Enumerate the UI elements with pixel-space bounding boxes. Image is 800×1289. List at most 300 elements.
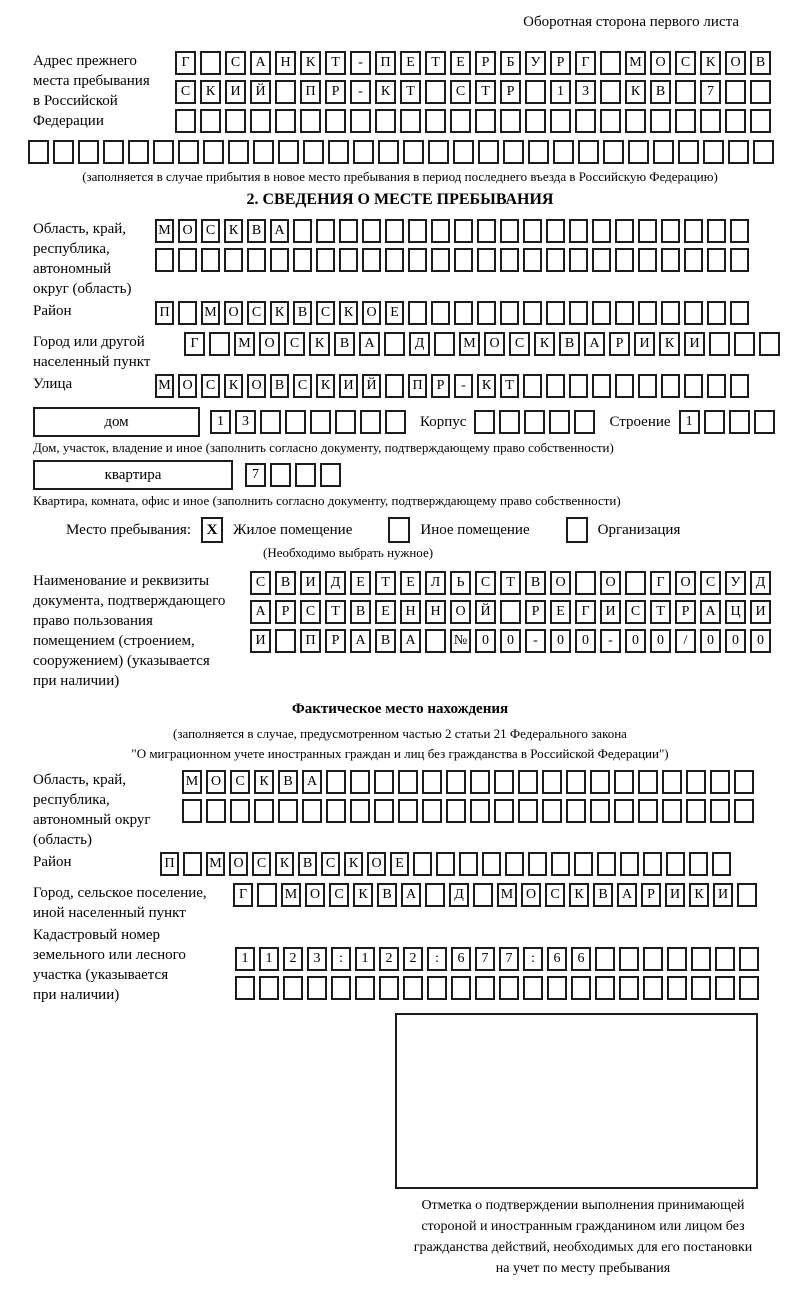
char-cell bbox=[385, 219, 404, 243]
char-cell bbox=[228, 140, 249, 164]
char-cell bbox=[684, 219, 703, 243]
label-line: (область) bbox=[33, 832, 92, 848]
char-cell: К bbox=[254, 770, 274, 794]
char-cell bbox=[619, 947, 639, 971]
label-line: Область, край, bbox=[33, 772, 127, 788]
char-cell bbox=[302, 799, 322, 823]
char-cell bbox=[459, 852, 478, 876]
char-cell: В bbox=[275, 571, 296, 595]
char-cell: 6 bbox=[547, 947, 567, 971]
char-cell bbox=[571, 976, 591, 1000]
char-cell bbox=[575, 571, 596, 595]
option-label-organization: Организация bbox=[597, 521, 681, 538]
char-cell bbox=[446, 770, 466, 794]
char-cell: М bbox=[497, 883, 517, 907]
char-cell: П bbox=[408, 374, 427, 398]
char-cell bbox=[542, 770, 562, 794]
char-cell: В bbox=[650, 80, 671, 104]
label-line: сооружением) (указывается bbox=[33, 653, 210, 669]
char-cell bbox=[425, 109, 446, 133]
char-cell bbox=[553, 140, 574, 164]
actual-location-note-1: (заполняется в случае, предусмотренном частью 2 статьи 21 Федерального закона bbox=[173, 726, 627, 741]
char-cell: Ц bbox=[725, 600, 746, 624]
char-cell bbox=[355, 976, 375, 1000]
char-cell bbox=[247, 248, 266, 272]
char-cell: 1 bbox=[355, 947, 375, 971]
char-cell bbox=[53, 140, 74, 164]
char-cell bbox=[592, 219, 611, 243]
checkbox-other-premises bbox=[388, 517, 410, 543]
char-cell: А bbox=[584, 332, 605, 356]
char-cell: К bbox=[689, 883, 709, 907]
char-cell: О bbox=[450, 600, 471, 624]
char-cell: Е bbox=[385, 301, 404, 325]
char-cell: Д bbox=[325, 571, 346, 595]
char-cell bbox=[224, 248, 243, 272]
char-cell bbox=[615, 219, 634, 243]
char-cell bbox=[734, 332, 755, 356]
char-cell bbox=[378, 140, 399, 164]
char-cell bbox=[754, 410, 775, 434]
char-cell bbox=[600, 80, 621, 104]
char-cell bbox=[603, 140, 624, 164]
char-cell bbox=[500, 109, 521, 133]
label-line: Адрес прежнего bbox=[33, 53, 137, 69]
char-cell bbox=[551, 852, 570, 876]
label-line: республика, bbox=[33, 792, 110, 808]
apartment-name-box: квартира bbox=[33, 460, 233, 490]
char-cell bbox=[707, 301, 726, 325]
char-cell: Т bbox=[500, 571, 521, 595]
char-cell: 0 bbox=[700, 629, 721, 653]
char-cell bbox=[574, 852, 593, 876]
char-cell bbox=[523, 301, 542, 325]
char-cell bbox=[446, 799, 466, 823]
char-cell: Р bbox=[609, 332, 630, 356]
char-cell bbox=[730, 248, 749, 272]
char-cell: В bbox=[293, 301, 312, 325]
char-cell bbox=[431, 219, 450, 243]
apartment-note: Квартира, комната, офис и иное (заполнить согласно документу, подтверждающему право собственности) bbox=[33, 493, 621, 508]
char-cell bbox=[436, 852, 455, 876]
char-cell: П bbox=[375, 51, 396, 75]
label-line: право пользования bbox=[33, 613, 153, 629]
char-cell: Т bbox=[500, 374, 519, 398]
char-cell bbox=[638, 374, 657, 398]
char-cell bbox=[206, 799, 226, 823]
char-cell bbox=[574, 410, 595, 434]
char-cell: М bbox=[281, 883, 301, 907]
char-cell: Й bbox=[362, 374, 381, 398]
char-cell bbox=[546, 248, 565, 272]
char-cell: Д bbox=[409, 332, 430, 356]
char-cell: А bbox=[270, 219, 289, 243]
char-cell: О bbox=[305, 883, 325, 907]
char-cell: И bbox=[225, 80, 246, 104]
char-cell: Е bbox=[400, 51, 421, 75]
char-cell: С bbox=[201, 219, 220, 243]
char-cell: В bbox=[593, 883, 613, 907]
char-cell: В bbox=[247, 219, 266, 243]
char-cell: К bbox=[659, 332, 680, 356]
char-cell bbox=[425, 80, 446, 104]
char-cell bbox=[328, 140, 349, 164]
label-line: места пребывания bbox=[33, 73, 150, 89]
char-cell: К bbox=[224, 219, 243, 243]
char-cell: С bbox=[230, 770, 250, 794]
char-cell bbox=[734, 799, 754, 823]
char-cell bbox=[454, 219, 473, 243]
korpus-label: Корпус bbox=[420, 413, 467, 430]
char-cell bbox=[253, 140, 274, 164]
char-cell: М bbox=[201, 301, 220, 325]
char-cell bbox=[638, 301, 657, 325]
char-cell bbox=[408, 301, 427, 325]
char-cell bbox=[753, 140, 774, 164]
char-cell: : bbox=[331, 947, 351, 971]
char-cell bbox=[590, 799, 610, 823]
char-cell bbox=[614, 770, 634, 794]
char-cell: 2 bbox=[403, 947, 423, 971]
char-cell bbox=[662, 799, 682, 823]
char-cell: К bbox=[270, 301, 289, 325]
char-cell bbox=[725, 109, 746, 133]
char-cell bbox=[595, 976, 615, 1000]
actual-region-grid-1 bbox=[182, 770, 754, 794]
house-note: Дом, участок, владение и иное (заполнить согласно документу, подтверждающему право собственности) bbox=[33, 440, 614, 455]
char-cell bbox=[494, 770, 514, 794]
char-cell: 6 bbox=[451, 947, 471, 971]
char-cell: К bbox=[275, 852, 294, 876]
region-field bbox=[33, 219, 767, 299]
actual-city-label bbox=[33, 883, 233, 923]
char-cell: 2 bbox=[283, 947, 303, 971]
char-cell bbox=[518, 770, 538, 794]
char-cell: 7 bbox=[245, 463, 266, 487]
char-cell: М bbox=[234, 332, 255, 356]
char-cell bbox=[422, 770, 442, 794]
document-label bbox=[33, 571, 250, 691]
char-cell: М bbox=[206, 852, 225, 876]
char-cell: С bbox=[329, 883, 349, 907]
char-cell: О bbox=[224, 301, 243, 325]
char-cell bbox=[750, 80, 771, 104]
char-cell: О bbox=[650, 51, 671, 75]
char-cell bbox=[254, 799, 274, 823]
char-cell bbox=[350, 109, 371, 133]
char-cell: Р bbox=[325, 80, 346, 104]
char-cell: 1 bbox=[679, 410, 700, 434]
char-cell bbox=[528, 852, 547, 876]
label-line: автономный округ bbox=[33, 812, 151, 828]
label-line: населенный пункт bbox=[33, 354, 151, 370]
actual-region-label bbox=[33, 770, 182, 850]
char-cell: : bbox=[427, 947, 447, 971]
house-name-box: дом bbox=[33, 407, 200, 437]
char-cell bbox=[331, 976, 351, 1000]
char-cell: Р bbox=[325, 629, 346, 653]
char-cell: К bbox=[534, 332, 555, 356]
char-cell bbox=[525, 80, 546, 104]
char-cell: С bbox=[284, 332, 305, 356]
char-cell: Т bbox=[325, 51, 346, 75]
char-cell: А bbox=[700, 600, 721, 624]
cadastre-field bbox=[33, 925, 767, 1005]
char-cell bbox=[684, 248, 703, 272]
char-cell: С bbox=[700, 571, 721, 595]
label-line: иной населенный пункт bbox=[33, 905, 186, 921]
char-cell bbox=[300, 109, 321, 133]
prev-address-note: (заполняется в случае прибытия в новое место пребывания в период последнего въезда в Российскую Федерацию) bbox=[82, 169, 718, 184]
char-cell: Г bbox=[575, 51, 596, 75]
char-cell bbox=[350, 799, 370, 823]
char-cell bbox=[257, 883, 277, 907]
char-cell: Г bbox=[575, 600, 596, 624]
char-cell bbox=[600, 109, 621, 133]
char-cell: А bbox=[400, 629, 421, 653]
char-cell: Ь bbox=[450, 571, 471, 595]
char-cell: И bbox=[684, 332, 705, 356]
char-cell: / bbox=[675, 629, 696, 653]
caption-line: на учет по месту пребывания bbox=[495, 1261, 671, 1276]
label-line: Город, сельское поселение, bbox=[33, 885, 207, 901]
char-cell bbox=[759, 332, 780, 356]
char-cell: Е bbox=[390, 852, 409, 876]
char-cell: А bbox=[350, 629, 371, 653]
char-cell: О bbox=[367, 852, 386, 876]
apartment-grid bbox=[245, 463, 341, 487]
char-cell bbox=[592, 301, 611, 325]
char-cell: Р bbox=[525, 600, 546, 624]
char-cell bbox=[678, 140, 699, 164]
char-cell: Б bbox=[500, 51, 521, 75]
char-cell bbox=[578, 140, 599, 164]
char-cell: 0 bbox=[750, 629, 771, 653]
char-cell: О bbox=[178, 219, 197, 243]
actual-region-grid-2 bbox=[182, 799, 754, 823]
char-cell bbox=[619, 976, 639, 1000]
char-cell bbox=[500, 219, 519, 243]
char-cell bbox=[275, 80, 296, 104]
char-cell: В bbox=[334, 332, 355, 356]
char-cell bbox=[546, 301, 565, 325]
char-cell: 1 bbox=[259, 947, 279, 971]
label-line: помещением (строением, bbox=[33, 633, 195, 649]
option-label-residential: Жилое помещение bbox=[233, 521, 353, 538]
char-cell: С bbox=[252, 852, 271, 876]
char-cell bbox=[546, 219, 565, 243]
char-cell bbox=[638, 219, 657, 243]
stay-type-note: (Необходимо выбрать нужное) bbox=[263, 545, 434, 560]
char-cell bbox=[615, 248, 634, 272]
char-cell: Т bbox=[425, 51, 446, 75]
char-cell bbox=[500, 248, 519, 272]
char-cell bbox=[547, 976, 567, 1000]
char-cell bbox=[505, 852, 524, 876]
char-cell bbox=[293, 219, 312, 243]
char-cell bbox=[482, 852, 501, 876]
label-line: округ (область) bbox=[33, 281, 132, 297]
house-field bbox=[33, 407, 767, 437]
char-cell bbox=[566, 770, 586, 794]
char-cell: К bbox=[353, 883, 373, 907]
house-number-grid bbox=[210, 410, 406, 434]
char-cell: С bbox=[300, 600, 321, 624]
char-cell bbox=[283, 976, 303, 1000]
char-cell bbox=[704, 410, 725, 434]
char-cell: Н bbox=[425, 600, 446, 624]
char-cell: С bbox=[545, 883, 565, 907]
char-cell: С bbox=[175, 80, 196, 104]
char-cell bbox=[730, 301, 749, 325]
cadastre-grid-1 bbox=[235, 947, 759, 971]
char-cell: К bbox=[700, 51, 721, 75]
char-cell: 1 bbox=[210, 410, 231, 434]
document-grid-3 bbox=[250, 629, 771, 653]
char-cell: Д bbox=[449, 883, 469, 907]
char-cell bbox=[235, 976, 255, 1000]
char-cell: О bbox=[484, 332, 505, 356]
char-cell bbox=[661, 248, 680, 272]
char-cell: 2 bbox=[379, 947, 399, 971]
char-cell bbox=[454, 248, 473, 272]
char-cell bbox=[475, 109, 496, 133]
label-line: при наличии) bbox=[33, 673, 120, 689]
char-cell bbox=[525, 109, 546, 133]
street-field bbox=[33, 374, 767, 403]
char-cell bbox=[725, 80, 746, 104]
char-cell bbox=[385, 410, 406, 434]
char-cell bbox=[686, 770, 706, 794]
char-cell: - bbox=[454, 374, 473, 398]
checkbox-organization bbox=[566, 517, 588, 543]
char-cell bbox=[307, 976, 327, 1000]
char-cell: 3 bbox=[235, 410, 256, 434]
stroenie-grid bbox=[679, 410, 775, 434]
char-cell: - bbox=[600, 629, 621, 653]
char-cell bbox=[285, 410, 306, 434]
char-cell: И bbox=[300, 571, 321, 595]
char-cell bbox=[431, 301, 450, 325]
char-cell bbox=[375, 109, 396, 133]
char-cell bbox=[326, 799, 346, 823]
char-cell bbox=[575, 109, 596, 133]
char-cell: Т bbox=[400, 80, 421, 104]
label-line: Кадастровый номер bbox=[33, 927, 160, 943]
char-cell bbox=[339, 248, 358, 272]
char-cell bbox=[597, 852, 616, 876]
cadastre-grid-2 bbox=[235, 976, 759, 1000]
char-cell: А bbox=[401, 883, 421, 907]
char-cell: П bbox=[300, 629, 321, 653]
char-cell bbox=[667, 976, 687, 1000]
region-grid-1 bbox=[155, 219, 749, 243]
char-cell: И bbox=[713, 883, 733, 907]
char-cell bbox=[230, 799, 250, 823]
char-cell bbox=[715, 947, 735, 971]
char-cell: В bbox=[298, 852, 317, 876]
char-cell bbox=[470, 770, 490, 794]
actual-district-field bbox=[33, 852, 767, 881]
apartment-field bbox=[33, 460, 767, 490]
char-cell: И bbox=[339, 374, 358, 398]
char-cell: О bbox=[206, 770, 226, 794]
char-cell bbox=[595, 947, 615, 971]
region-grid-2 bbox=[155, 248, 749, 272]
char-cell bbox=[710, 770, 730, 794]
char-cell bbox=[425, 629, 446, 653]
stay-type-label: Место пребывания: bbox=[66, 521, 191, 538]
prev-address-grid-3 bbox=[175, 109, 771, 133]
char-cell: О bbox=[178, 374, 197, 398]
char-cell bbox=[734, 770, 754, 794]
char-cell: Е bbox=[350, 571, 371, 595]
char-cell bbox=[200, 51, 221, 75]
prev-address-grid-2 bbox=[175, 80, 771, 104]
char-cell: С bbox=[475, 571, 496, 595]
char-cell bbox=[260, 410, 281, 434]
char-cell: Т bbox=[325, 600, 346, 624]
char-cell: В bbox=[375, 629, 396, 653]
char-cell: С bbox=[675, 51, 696, 75]
char-cell bbox=[425, 883, 445, 907]
char-cell: И bbox=[250, 629, 271, 653]
char-cell bbox=[499, 410, 520, 434]
char-cell: О bbox=[247, 374, 266, 398]
char-cell bbox=[153, 140, 174, 164]
char-cell bbox=[590, 770, 610, 794]
char-cell bbox=[523, 248, 542, 272]
char-cell bbox=[434, 332, 455, 356]
char-cell bbox=[600, 51, 621, 75]
char-cell: В bbox=[750, 51, 771, 75]
char-cell: К bbox=[569, 883, 589, 907]
char-cell: У bbox=[525, 51, 546, 75]
char-cell: 6 bbox=[571, 947, 591, 971]
char-cell bbox=[691, 976, 711, 1000]
char-cell bbox=[653, 140, 674, 164]
char-cell: - bbox=[350, 51, 371, 75]
char-cell bbox=[728, 140, 749, 164]
char-cell bbox=[178, 140, 199, 164]
char-cell: К bbox=[625, 80, 646, 104]
char-cell: К bbox=[477, 374, 496, 398]
district-field bbox=[33, 301, 767, 330]
char-cell: К bbox=[375, 80, 396, 104]
char-cell bbox=[403, 976, 423, 1000]
char-cell: 0 bbox=[650, 629, 671, 653]
char-cell bbox=[592, 248, 611, 272]
char-cell bbox=[737, 883, 757, 907]
char-cell bbox=[661, 219, 680, 243]
char-cell: В bbox=[278, 770, 298, 794]
char-cell bbox=[225, 109, 246, 133]
label-line: Наименование и реквизиты bbox=[33, 573, 210, 589]
option-label-other-premises: Иное помещение bbox=[420, 521, 530, 538]
char-cell bbox=[413, 852, 432, 876]
char-cell bbox=[473, 883, 493, 907]
char-cell: С bbox=[293, 374, 312, 398]
char-cell bbox=[523, 976, 543, 1000]
char-cell: М bbox=[155, 374, 174, 398]
char-cell bbox=[707, 219, 726, 243]
prev-address-label bbox=[33, 51, 175, 131]
char-cell bbox=[684, 374, 703, 398]
char-cell bbox=[650, 109, 671, 133]
char-cell bbox=[128, 140, 149, 164]
char-cell: Е bbox=[550, 600, 571, 624]
region-label bbox=[33, 219, 155, 299]
